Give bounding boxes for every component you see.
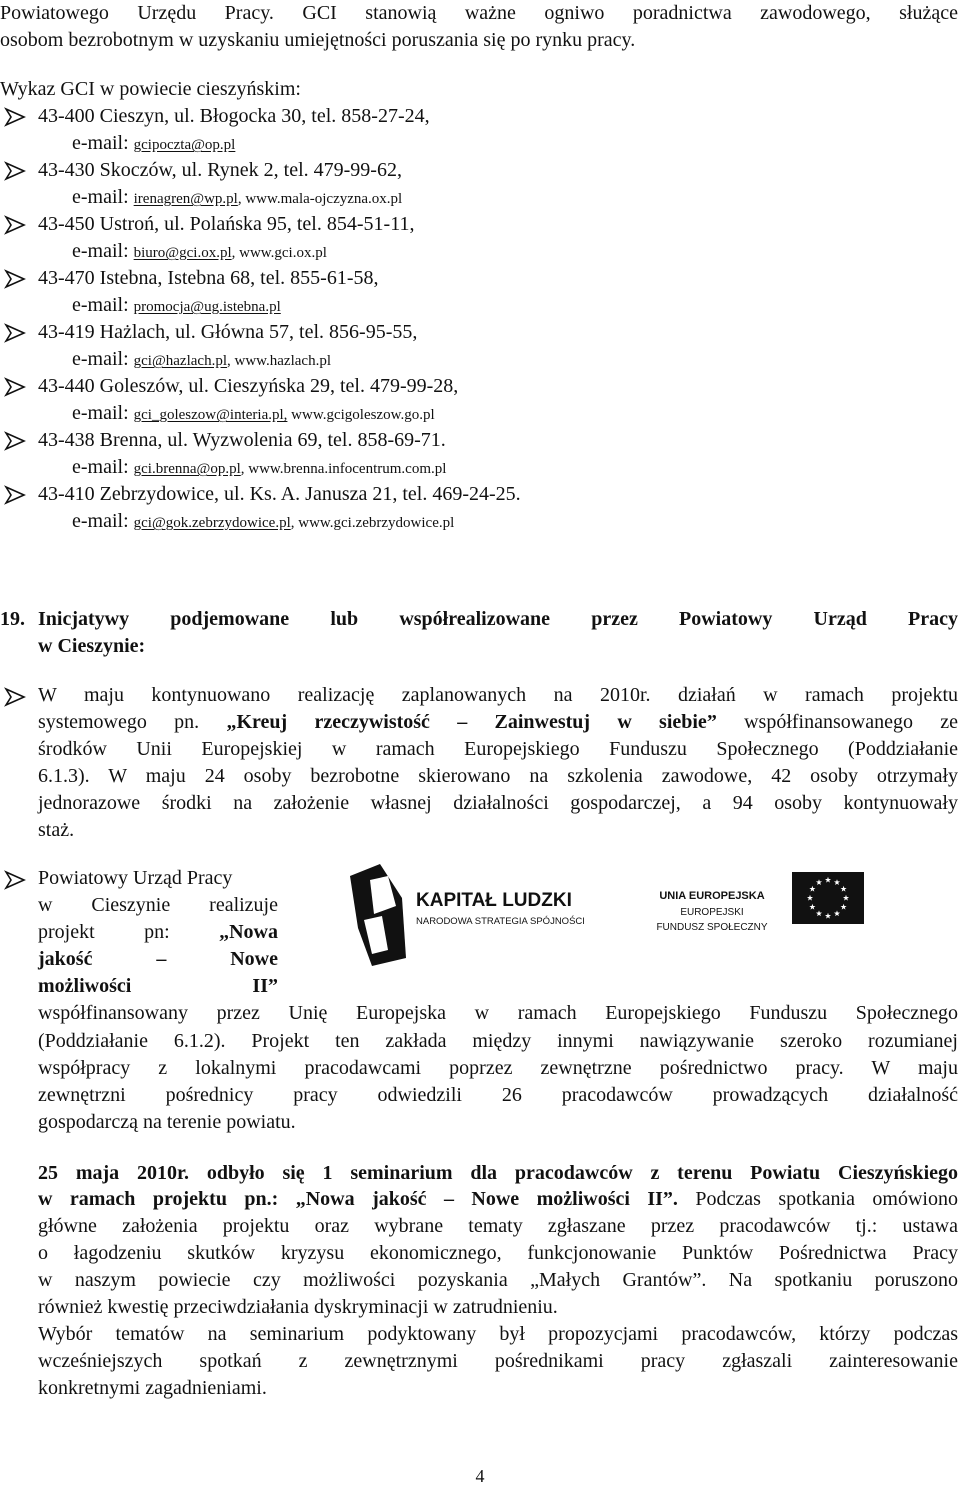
section-title-line-1: Inicjatywy podjemowane lub współrealizowane przez Powiatowy Urząd Pracy [38,608,958,630]
email-label: e-mail: [72,240,134,262]
seminar-line-1: 25 maja 2010r. odbyło się 1 seminarium dla pracodawców z terenu Powiatu Cieszyńskiego [38,1162,958,1184]
seminar-line-3: główne założenia projektu oraz wybrane tematy zgłaszane przez pracodawców tj.: ustawa [38,1215,958,1237]
website-link[interactable]: www.hazlach.pl [234,353,331,369]
separator: , [227,353,235,369]
website-link[interactable]: www.gci.zebrzydowice.pl [298,515,455,531]
page-number: 4 [475,1466,485,1486]
seminar-line-8: wcześniejszych spotkań z zewnętrznymi pośrednikami pracy zgłaszali zainteresowanie [38,1350,958,1372]
seminar-line-2-post: Podczas spotkania omówiono [677,1188,958,1210]
bullet1-line-5: jednorazowe środki na założenie własnej działalności gospodarczej, a 94 osoby kontynuowały [38,792,958,814]
section-number: 19. [0,608,25,630]
bullet-arrow-icon [4,431,26,451]
gci-contact [72,454,446,483]
kl-subtitle: NARODOWA STRATEGIA SPÓJNOŚCI [416,916,585,927]
email-link[interactable]: gci@gok.zebrzydowice.pl [133,515,291,531]
project-title-part-3: możliwości II” [38,975,278,997]
email-label: e-mail: [72,132,134,154]
seminar-line-5: w naszym powiecie czy możliwości pozyskania „Małych Grantów”. Na spotkaniu poruszono [38,1269,958,1291]
email-link[interactable]: irenagren@wp.pl [133,191,238,207]
bullet-arrow-icon [4,377,26,397]
bullet1-line-3: środków Unii Europejskiej w ramach Europejskiego Funduszu Społecznego (Poddziałanie [38,738,958,760]
gci-contact [72,238,327,267]
bullet-arrow-icon [4,323,26,343]
gci-address: 43-410 Zebrzydowice, ul. Ks. A. Janusza 21, tel. 469-24-25. [38,483,521,505]
bullet-arrow-icon [4,107,26,127]
gci-address: 43-438 Brenna, ul. Wyzwolenia 69, tel. 858-69-71. [38,429,446,451]
gci-contact [72,508,454,537]
bullet2-line-9: zewnętrzni pośrednicy pracy odwiedzili 26 pracodawców prowadzących działalność [38,1084,958,1106]
seminar-line-9: konkretnymi zagadnieniami. [38,1377,267,1399]
gci-contact [72,184,402,213]
seminar-line-4: o łagodzeniu skutków kryzysu ekonomicznego, funkcjonowanie Punktów Pośrednictwa Pracy [38,1242,958,1264]
eu-line-2: EUROPEJSKI [680,907,744,918]
seminar-line-7: Wybór tematów na seminarium podyktowany był propozycjami pracodawców, którzy podczas [38,1323,958,1345]
bullet-arrow-icon [4,269,26,289]
separator: , [240,461,249,477]
section-title-line-2: w Cieszynie: [38,635,146,657]
bullet2-line-1: Powiatowy Urząd Pracy [38,867,233,889]
gci-address: 43-440 Goleszów, ul. Cieszyńska 29, tel. 479-99-28, [38,375,459,397]
separator: , [231,245,240,261]
bullet2-line-3-pre: projekt pn: [38,921,220,943]
eu-line-3: FUNDUSZ SPOŁECZNY [656,922,768,933]
bullet2-line-8: współpracy z lokalnymi pracodawcami poprzez zewnętrzne pośrednictwo pracy. W maju [38,1057,958,1079]
kapital-ludzki-mark-icon [350,864,406,966]
gci-address: 43-450 Ustroń, ul. Polańska 95, tel. 854-51-11, [38,213,415,235]
gci-address: 43-430 Skoczów, ul. Rynek 2, tel. 479-99-62, [38,159,402,181]
email-link[interactable]: gci.brenna@op.pl [133,461,241,477]
email-label: e-mail: [72,510,134,532]
website-link[interactable]: www.gcigoleszow.go.pl [291,407,435,423]
project-title-part-1: „Nowa [219,921,278,943]
email-link[interactable]: gci@hazlach.pl [133,353,227,369]
gci-list-heading: Wykaz GCI w powiecie cieszyńskim: [0,78,301,100]
bullet2-line-7: (Poddziałanie 6.1.2). Projekt ten zakłada między innymi nawiązywanie szeroko rozumianej [38,1030,958,1052]
gci-contact [72,400,435,429]
email-label: e-mail: [72,402,134,424]
email-link[interactable]: promocja@ug.istebna.pl [133,299,281,315]
bullet2-line-10: gospodarczą na terenie powiatu. [38,1111,296,1133]
funding-logos-graphic [344,858,864,968]
gci-contact [72,130,235,159]
bullet1-line-4: 6.1.3). W maju 24 osoby bezrobotne skierowano na szkolenia zawodowe, 42 osoby otrzymały [38,765,958,787]
separator: , [290,515,299,531]
email-link[interactable]: biuro@gci.ox.pl [133,245,232,261]
funding-logos [344,858,864,968]
bullet-arrow-icon [4,215,26,235]
gci-contact [72,346,331,375]
gci-address: 43-400 Cieszyn, ul. Błogocka 30, tel. 858-27-24, [38,105,430,127]
project-title-part-2: jakość – Nowe [38,948,278,970]
intro-line-2: osobom bezrobotnym w uzyskaniu umiejętności poruszania się po rynku pracy. [0,29,636,51]
gci-address: 43-470 Istebna, Istebna 68, tel. 855-61-58, [38,267,379,289]
seminar-line-2 [38,1186,958,1213]
eu-flag-icon [792,872,864,924]
bullet1-line-2-post: współfinansowanego ze [716,711,958,733]
bullet1-line-6: staż. [38,819,75,841]
bullet-arrow-icon [4,687,26,707]
website-link[interactable]: www.gci.ox.pl [239,245,327,261]
email-label: e-mail: [72,186,134,208]
eu-line-1: UNIA EUROPEJSKA [659,890,765,902]
separator: , [237,191,246,207]
website-link[interactable]: www.brenna.infocentrum.com.pl [248,461,447,477]
email-label: e-mail: [72,456,134,478]
bullet1-line-2-pre: systemowego pn. [38,711,227,733]
gci-contact [72,292,281,321]
email-link[interactable]: gcipoczta@op.pl [133,137,236,153]
project-title-kreuj: „Kreuj rzeczywistość – Zainwestuj w siebie” [226,711,717,733]
bullet-arrow-icon [4,870,26,890]
kl-title: KAPITAŁ LUDZKI [416,890,572,911]
website-link[interactable]: www.mala-ojczyzna.ox.pl [245,191,403,207]
seminar-line-2-bold: w ramach projektu pn.: „Nowa jakość – Nowe możliwości II”. [38,1188,678,1210]
email-label: e-mail: [72,348,134,370]
bullet1-line-1: W maju kontynuowano realizację zaplanowanych na 2010r. działań w ramach projektu [38,684,958,706]
email-link[interactable]: gci_goleszow@interia.pl, [133,407,288,423]
bullet2-line-2: w Cieszynie realizuje [38,894,278,916]
gci-address: 43-419 Hażlach, ul. Główna 57, tel. 856-95-55, [38,321,418,343]
bullet2-line-3 [38,919,278,946]
email-label: e-mail: [72,294,134,316]
bullet-arrow-icon [4,161,26,181]
bullet-arrow-icon [4,485,26,505]
seminar-line-6: również kwestię przeciwdziałania dyskryminacji w zatrudnieniu. [38,1296,558,1318]
intro-line-1: Powiatowego Urzędu Pracy. GCI stanowią ważne ogniwo poradnictwa zawodowego, służące [0,2,958,24]
bullet2-line-6: współfinansowany przez Unię Europejska w ramach Europejskiego Funduszu Społecznego [38,1002,958,1024]
bullet1-line-2 [38,709,958,736]
